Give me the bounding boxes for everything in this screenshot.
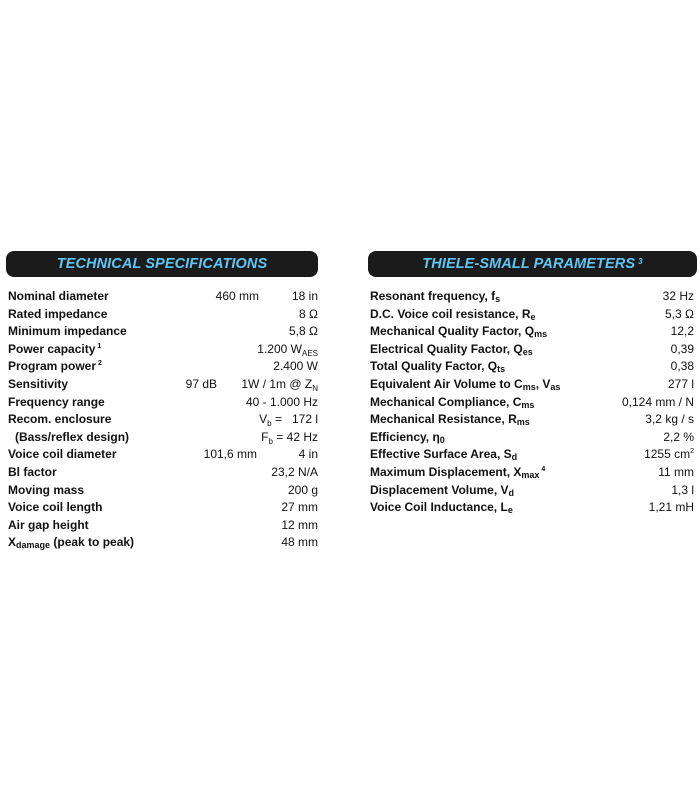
- spec-label: Program power $^2$: [8, 359, 102, 374]
- ts-label: Maximum Displacement, $X_{max}^4$: [370, 464, 546, 480]
- footnote-marker: 4: [541, 465, 546, 473]
- spec-row-xdamage: [6, 534, 318, 552]
- spec-value-metric: 460 mm: [215, 289, 259, 303]
- ts-value: 0,39: [670, 341, 694, 356]
- spec-row-recom-enclosure: [6, 411, 318, 429]
- ts-value: 1255 $cm^2$: [644, 447, 694, 462]
- spec-label: Voice coil diameter: [8, 447, 117, 462]
- spec-value: 27 mm: [281, 500, 318, 515]
- spec-value: $V_b = 172$ l: [259, 412, 318, 429]
- ts-row-cms: [368, 394, 697, 412]
- ts-value: 11 mm: [658, 464, 694, 479]
- spec-value: $F_b = 42$ Hz: [261, 429, 318, 446]
- spec-value: 1.200 $W_{AES}$: [257, 341, 318, 358]
- spec-value: 5,8 Ω: [289, 324, 318, 339]
- spec-label: Minimum impedance: [8, 324, 127, 339]
- spec-value: 8 Ω: [299, 306, 318, 321]
- ts-label: Mechanical Resistance, $R_{ms}$: [370, 412, 530, 428]
- ts-label: Effective Surface Area, $S_d$: [370, 447, 518, 463]
- ts-value: 1,3 l: [671, 482, 694, 497]
- spec-row-rated-impedance: [6, 306, 318, 324]
- ts-label: D.C. Voice coil resistance, $R_e$: [370, 306, 536, 322]
- ts-label: Resonant frequency, $f_s$: [370, 289, 501, 304]
- ts-value: 1,21 mH: [648, 500, 694, 515]
- ts-label: Electrical Quality Factor, $Q_{es}$: [370, 341, 533, 357]
- ts-value: 3,2 kg / s: [645, 412, 694, 427]
- spec-label: Sensitivity: [8, 376, 69, 391]
- ts-row-dc-resistance: [368, 306, 697, 324]
- ts-value: 277 l: [667, 376, 694, 391]
- spec-label: Bl factor: [8, 464, 57, 479]
- technical-specifications-header: [6, 251, 318, 277]
- ts-label: Mechanical Compliance, $C_{ms}$: [370, 394, 535, 410]
- ts-label: Mechanical Quality Factor, $Q_{ms}$: [370, 324, 548, 340]
- spec-value: 4 in: [298, 447, 318, 462]
- footnote-marker: 1: [97, 342, 102, 350]
- ts-row-displacement-volume: [368, 482, 697, 500]
- ts-row-qts: [368, 358, 697, 376]
- ts-row-rms: [368, 411, 697, 429]
- spec-label: Recom. enclosure: [8, 412, 112, 427]
- spec-label: Frequency range: [8, 394, 105, 409]
- spec-label: Power capacity $^1$: [8, 341, 102, 356]
- spec-row-air-gap-height: [6, 517, 318, 535]
- spec-label: Air gap height: [8, 517, 89, 532]
- ts-value: 5,3 Ω: [665, 306, 694, 321]
- spec-label: Moving mass: [8, 482, 85, 497]
- spec-value: 48 mm: [281, 535, 318, 550]
- ts-row-efficiency: [368, 429, 697, 447]
- ts-row-qms: [368, 323, 697, 341]
- spec-value: 12 mm: [281, 517, 318, 532]
- spec-value: 200 g: [287, 482, 318, 497]
- spec-row-sensitivity: [6, 376, 318, 394]
- technical-specifications-panel: [6, 251, 318, 552]
- ts-row-resonant-frequency: [368, 288, 697, 306]
- ts-label: Equivalent Air Volume to $C_{ms}$, $V_{as}$: [370, 376, 561, 392]
- spec-row-bl-factor: [6, 464, 318, 482]
- spec-value-metric: 97 dB: [185, 376, 217, 391]
- spec-row-nominal-diameter: [6, 288, 318, 306]
- thiele-small-parameters-panel: [368, 251, 697, 517]
- spec-row-bass-reflex: [6, 429, 318, 447]
- spec-value: 18 in: [291, 289, 318, 303]
- spec-row-voice-coil-diameter: [6, 446, 318, 464]
- spec-value: 1W / 1m @ $Z_N$: [241, 376, 318, 393]
- technical-specifications-title: TECHNICAL SPECIFICATIONS: [56, 256, 268, 272]
- ts-label: Efficiency, $\eta_0$: [370, 429, 445, 445]
- spec-row-power-capacity: [6, 341, 318, 359]
- spec-label: (Bass/reflex design): [15, 429, 130, 444]
- spec-value-metric: 101,6 mm: [203, 447, 257, 462]
- spec-row-voice-coil-length: [6, 499, 318, 517]
- spec-value: 23,2 N/A: [271, 464, 318, 479]
- ts-value: 2,2 %: [663, 429, 694, 444]
- ts-value: 0,124 mm / N: [621, 394, 694, 409]
- spec-label: Nominal diameter: [8, 289, 109, 303]
- spec-row-program-power: [6, 358, 318, 376]
- footnote-marker: 3: [638, 256, 643, 266]
- ts-label: Displacement Volume, $V_d$: [370, 482, 514, 498]
- ts-label: Voice Coil Inductance, $L_e$: [370, 500, 513, 516]
- ts-row-vas: [368, 376, 697, 394]
- thiele-small-parameters-header: [368, 251, 697, 277]
- spec-row-frequency-range: [6, 394, 318, 412]
- spec-label: Voice coil length: [8, 500, 103, 515]
- ts-value: 0,38: [670, 359, 694, 374]
- ts-value: 12,2: [670, 324, 694, 339]
- spec-label: $X_{damage}$ (peak to peak): [8, 535, 135, 551]
- ts-row-surface-area: [368, 446, 697, 464]
- ts-value: 32 Hz: [662, 289, 694, 303]
- ts-row-inductance: [368, 499, 697, 517]
- spec-row-moving-mass: [6, 482, 318, 500]
- thiele-small-parameters-title: THIELE-SMALL PARAMETERS: [422, 256, 636, 272]
- ts-row-xmax: [368, 464, 697, 482]
- ts-label: Total Quality Factor, $Q_{ts}$: [370, 359, 506, 375]
- spec-value: 2.400 W: [273, 359, 318, 374]
- spec-value: 40 - 1.000 Hz: [245, 394, 318, 409]
- spec-label: Rated impedance: [8, 306, 108, 321]
- footnote-marker: 2: [98, 360, 102, 368]
- spec-row-minimum-impedance: [6, 323, 318, 341]
- ts-row-qes: [368, 341, 697, 359]
